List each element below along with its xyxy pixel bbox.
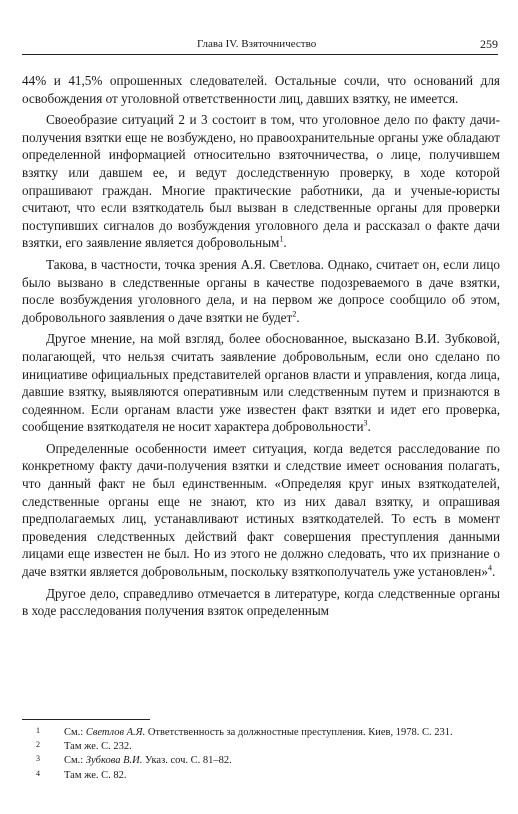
paragraph: Своеобразие ситуаций 2 и 3 состоит в том, что уголовное дело по факту дачи-получения взятки еще не возбуждено, но правоохранительные органы уже обладают определенной информацией относительно взяточничества, о лице, получившем взятку или давшем ее, и ведут доследственную проверку, в ходе которой опрашивают граждан. Многие практические работники, да и ученые-юристы считают, что если взяткодатель был вызван в следственные органы для проверки поступивших сигналов до возбуждения уголовного дела и рассказал о факте дачи взятки, его заявление является добровольным$^1$. (22, 112, 500, 251)
footnote: 1 См.: Светлов А.Я. Ответственность за должностные преступления. Киев, 1978. С. 231. (36, 726, 453, 738)
chapter-title: Глава IV. Взяточничество (197, 38, 317, 50)
footnote: 4 Там же. С. 82. (36, 768, 127, 781)
paragraph: Другое мнение, на мой взгляд, более обоснованное, высказано В.И. Зубковой, полагающей, что нельзя считать заявление добровольным, если оно сделано по инициативе официальных представителей органов власти и управления, когда лица, давшие взятку, выявляются оперативным или следственным путем и признаются в содеянном. Если органам власти уже известен факт взятки и идет его проверка, сообщение взяткодателя не носит характера добровольности$^3$. (22, 331, 500, 435)
paragraph: Определенные особенности имеет ситуация, когда ведется расследование по конкретному факту дачи-получения взятки и следствие имеет основания полагать, что данный факт не был единственным. «Определяя круг иных взяткодателей, следственные органы еще не знают, кто из них давал взятку, и опрашивая предполагаемых лиц, устанавливают истиных взяткодателей. То есть в момент проведения следственных действий факт совершения преступления данными лицами еще известен не был. Но из этого не должно следовать, что их признание о даче взятки является добровольным, поскольку взяткополучатель уже установлен»$^4$. (22, 440, 500, 580)
running-header (22, 34, 498, 55)
page-number: 259 (480, 37, 498, 51)
footnote-ref[interactable]: 3 (363, 418, 368, 428)
paragraph: Такова, в частности, точка зрения А.Я. Светлова. Однако, считает он, если лицо было вызвано в следственные органы в качестве подозреваемого в даче взятки, после возбуждения уголовного дела, и на первом же допросе сообщило об этом, добровольного заявления о даче взятки не будет$^2$. (22, 256, 500, 325)
paragraph: 44% и 41,5% опрошенных следователей. Остальные сочли, что оснований для освобождения от уголовной ответственности лиц, давших взятку, не имеется. (22, 73, 500, 106)
footnotes (22, 726, 500, 783)
footnote-ref[interactable]: 2 (292, 309, 297, 319)
footnote: 3 См.: Зубкова В.И. Указ. соч. С. 81–82. (36, 754, 232, 767)
footnote-divider (22, 719, 150, 720)
main-text (22, 72, 500, 624)
footnote: 2 Там же. С. 232. (36, 740, 132, 753)
paragraph: Другое дело, справедливо отмечается в литературе, когда следственные органы в ходе расследования получения взяток определенным (22, 585, 500, 619)
footnote-ref[interactable]: 1 (279, 234, 284, 244)
footnote-ref[interactable]: 4 (487, 563, 492, 573)
